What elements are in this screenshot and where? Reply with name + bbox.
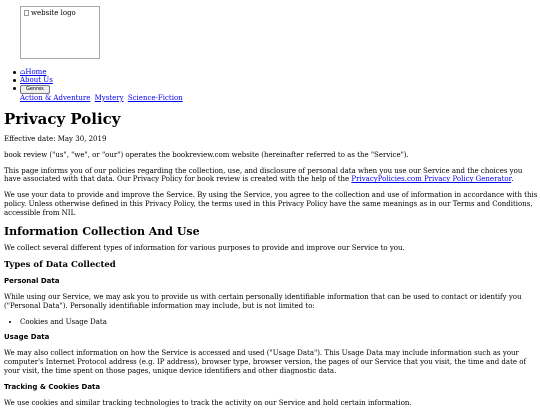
personal-data-list bbox=[4, 318, 538, 327]
home-link[interactable] bbox=[20, 68, 46, 76]
subheading-usage-data: Usage Data bbox=[4, 333, 50, 342]
intro-paragraph-3: We use your data to provide and improve the Service. By using the Service, you agree to the collection and use of information in accordance with this policy. Unless otherwise defined in this Privacy Policy, the terms used in this Privacy Policy have the same meanings as in our Terms and Conditions, accessible from NIL bbox=[4, 191, 538, 217]
main-nav bbox=[12, 68, 53, 92]
privacy-generator-link[interactable]: PrivacyPolicies.com Privacy Policy Generator bbox=[351, 175, 512, 184]
effective-date: Effective date: May 30, 2019 bbox=[4, 135, 107, 143]
collection-paragraph: We collect several different types of information for various purposes to provide and improve our Service to you. bbox=[4, 244, 405, 253]
subheading-personal-data: Personal Data bbox=[4, 277, 60, 285]
about-link[interactable]: About Us bbox=[20, 76, 53, 84]
intro-2-end: . bbox=[511, 175, 514, 184]
nav-item-about bbox=[12, 76, 53, 84]
personal-data-paragraph: While using our Service, we may ask you to provide us with certain personally identifiable information that can be used to contact or identify you ("Personal Data"). Personally identifiable information may include, but is not limited to: bbox=[4, 293, 522, 310]
broken-image-icon bbox=[24, 10, 29, 16]
genres-button[interactable]: Genres bbox=[20, 85, 50, 94]
subheading-types: Types of Data Collected bbox=[4, 260, 116, 270]
website-logo bbox=[20, 6, 100, 59]
genre-links bbox=[20, 94, 185, 103]
genre-link-action-adventure[interactable]: Action & Adventure bbox=[20, 94, 91, 102]
logo-alt-text: website logo bbox=[31, 9, 76, 17]
home-label: Home bbox=[25, 68, 47, 76]
home-icon: ⌂ bbox=[20, 68, 26, 76]
section-heading-collection: Information Collection And Use bbox=[4, 225, 200, 239]
intro-paragraph-2 bbox=[4, 167, 538, 185]
policy-content bbox=[4, 110, 538, 414]
subheading-tracking: Tracking & Cookies Data bbox=[4, 382, 101, 391]
usage-data-paragraph: We may also collect information on how the Service is accessed and used ("Usage Data"). This Usage Data may include information such as your computer's Internet Protocol address (e.g. IP address), browser type, browser version, the pages of our Service that you visit, the time and date of your visit, the time spent on those pages, unique device identifiers and other diagnostic data. bbox=[4, 349, 527, 375]
list-item: • Cookies and Usage Data bbox=[20, 318, 538, 327]
genre-link-mystery[interactable]: Mystery bbox=[94, 94, 124, 102]
tracking-paragraph: We use cookies and similar tracking technologies to track the activity on our Service and hold certain information. bbox=[4, 398, 412, 407]
page-title: Privacy Policy bbox=[4, 110, 121, 128]
nav-item-genres bbox=[12, 84, 53, 92]
nav-item-home bbox=[12, 68, 53, 76]
genre-link-science-fiction[interactable]: Science-Fiction bbox=[127, 94, 183, 102]
intro-paragraph-1: book review ("us", "we", or "our") operates the bookreview.com website (hereinafter referred to as the "Service"). bbox=[4, 150, 409, 159]
intro-2-text: This page informs you of our policies regarding the collection, use, and disclosure of personal data when you use our Service and the choices you have associated with that data. Our Privacy Policy for book review is created with the help of the bbox=[4, 166, 523, 184]
